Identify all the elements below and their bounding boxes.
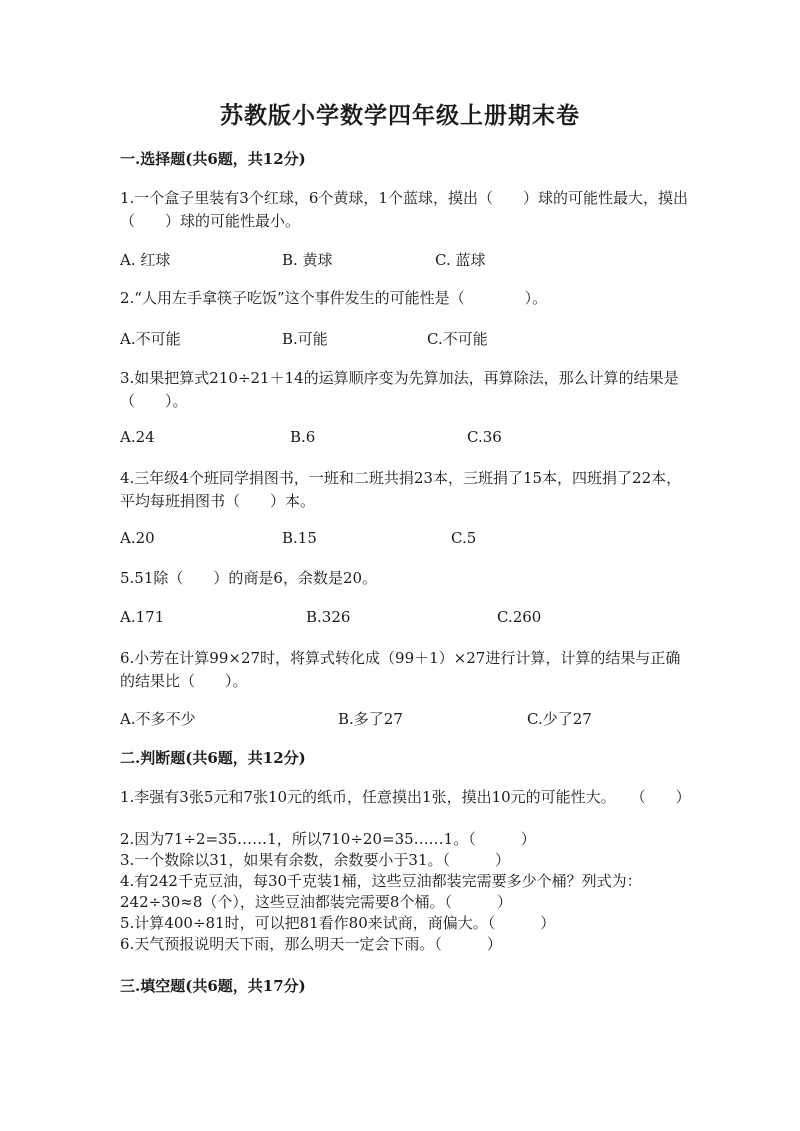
judge-item-6: 6.天气预报说明天下雨，那么明天一定会下雨。（ ） — [120, 935, 502, 953]
option-3b: B.6 — [290, 428, 316, 446]
option-2a: A.不可能 — [120, 330, 181, 348]
option-3c: C.36 — [467, 428, 502, 446]
judge-item-3: 3.一个数除以31，如果有余数，余数要小于31。（ ） — [120, 851, 510, 869]
question-3: 3.如果把算式210÷21＋14的运算顺序变为先算加法，再算除法，那么计算的结果是（ ）。 — [120, 369, 679, 410]
section-heading-fill: 三.填空题(共6题，共17分) — [120, 977, 306, 995]
page-title: 苏教版小学数学四年级上册期末卷 — [220, 102, 580, 129]
option-5a: A.171 — [120, 608, 165, 626]
option-1c: C. 蓝球 — [435, 251, 486, 269]
option-2b: B.可能 — [282, 330, 328, 348]
option-4a: A.20 — [120, 529, 155, 547]
option-1a: A. 红球 — [120, 251, 171, 269]
question-5: 5.51除（ ）的商是6，余数是20。 — [120, 569, 378, 587]
option-2c: C.不可能 — [427, 330, 488, 348]
question-2: 2.“人用左手拿筷子吃饭”这个事件发生的可能性是（ ）。 — [120, 289, 548, 307]
option-1b: B. 黄球 — [282, 251, 333, 269]
judge-item-1: 1.李强有3张5元和7张10元的纸币，任意摸出1张，摸出10元的可能性大。 （ ） — [120, 788, 691, 806]
section-heading-choice: 一.选择题(共6题，共12分) — [120, 150, 306, 168]
judge-item-2: 2.因为71÷2=35……1，所以710÷20=35……1。（ ） — [120, 830, 536, 848]
question-6: 6.小芳在计算99×27时，将算式转化成（99＋1）×27进行计算，计算的结果与正确的结果比（ ）。 — [120, 649, 681, 690]
option-5c: C.260 — [497, 608, 542, 626]
judge-item-4: 4.有242千克豆油，每30千克装1桶，这些豆油都装完需要多少个桶？列式为：242÷30≈8（个），这些豆油都装完需要8个桶。（ ） — [120, 872, 642, 911]
option-5b: B.326 — [306, 608, 351, 626]
option-3a: A.24 — [120, 428, 155, 446]
option-6b: B.多了27 — [338, 710, 403, 728]
option-6c: C.少了27 — [527, 710, 592, 728]
question-4: 4.三年级4个班同学捐图书，一班和二班共捐23本，三班捐了15本，四班捐了22本，平均每班捐图书（ ）本。 — [120, 469, 682, 510]
section-heading-judge: 二.判断题(共6题，共12分) — [120, 749, 306, 767]
option-4b: B.15 — [282, 529, 317, 547]
question-1: 1.一个盒子里装有3个红球，6个黄球，1个蓝球，摸出（ ）球的可能性最大，摸出（ ）球的可能性最小。 — [120, 189, 688, 230]
option-4c: C.5 — [451, 529, 477, 547]
option-6a: A.不多不少 — [120, 710, 196, 728]
judge-item-5: 5.计算400÷81时，可以把81看作80来试商，商偏大。（ ） — [120, 914, 556, 932]
